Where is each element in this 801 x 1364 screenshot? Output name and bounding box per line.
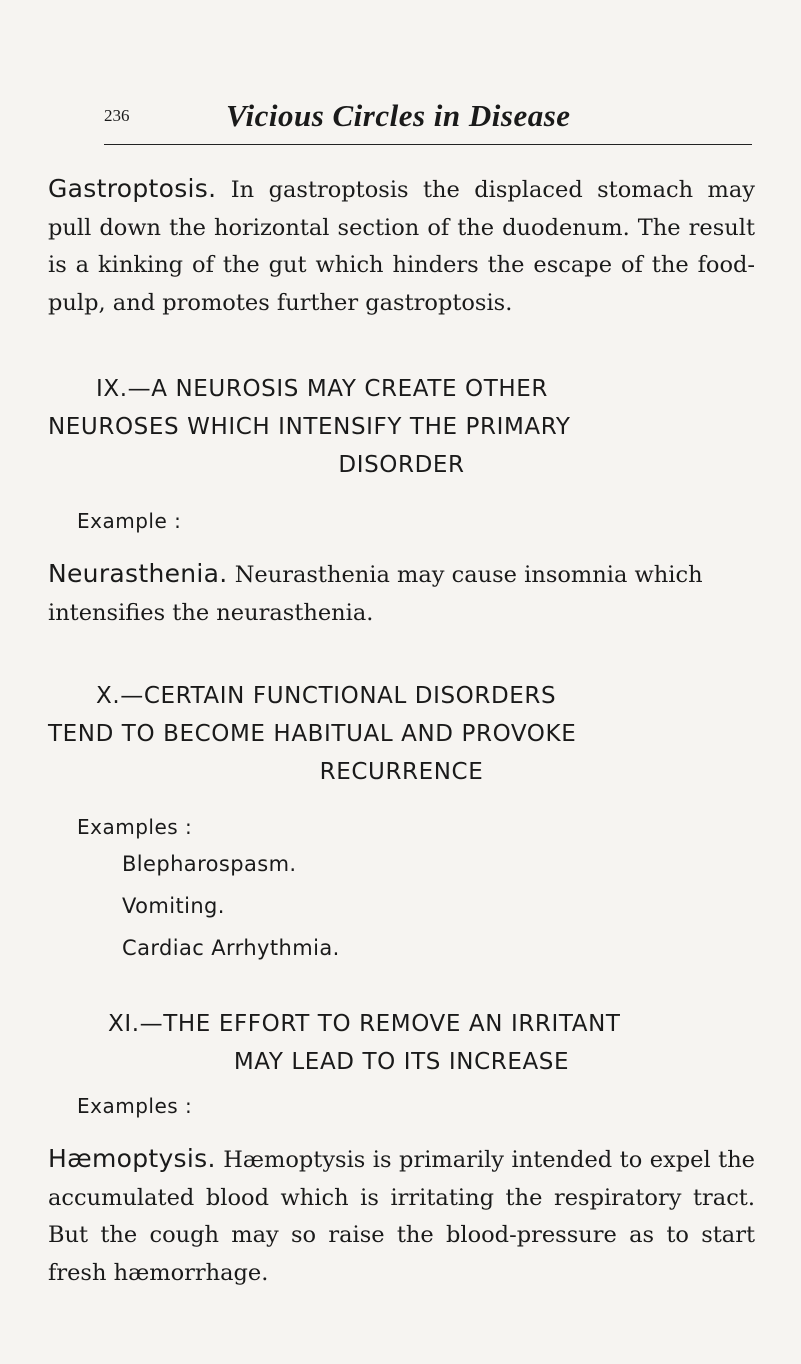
section-ix-heading bbox=[48, 370, 755, 484]
running-title: Vicious Circles in Disease bbox=[226, 98, 571, 133]
page-header bbox=[104, 98, 752, 146]
neurasthenia-term: Neurasthenia. bbox=[48, 559, 228, 588]
section-xi-examples-label: Examples : bbox=[77, 1094, 193, 1118]
neurasthenia-text: Neurasthenia may cause insomnia which intensifies the neurasthenia. bbox=[48, 562, 703, 626]
neurasthenia-paragraph bbox=[48, 555, 755, 632]
gastroptosis-paragraph bbox=[48, 170, 755, 322]
section-xi-line-2: MAY LEAD TO ITS INCREASE bbox=[233, 1049, 570, 1075]
list-item: Cardiac Arrhythmia. bbox=[122, 936, 340, 960]
page-number: 236 bbox=[104, 106, 130, 125]
section-ix-example-label: Example : bbox=[77, 509, 182, 533]
section-x-examples-list bbox=[122, 843, 340, 969]
section-x-line-2: TEND TO BECOME HABITUAL AND PROVOKE bbox=[48, 721, 577, 747]
section-ix-line-1: IX.—A NEUROSIS MAY CREATE OTHER bbox=[96, 376, 548, 402]
list-item: Blepharospasm. bbox=[122, 852, 297, 876]
haemoptysis-paragraph bbox=[48, 1140, 755, 1292]
header-rule bbox=[104, 144, 752, 145]
section-ix-line-2: NEUROSES WHICH INTENSIFY THE PRIMARY bbox=[48, 414, 571, 440]
section-x-line-3: RECURRENCE bbox=[319, 759, 484, 785]
gastroptosis-term: Gastroptosis. bbox=[48, 174, 217, 203]
haemoptysis-term: Hæmoptysis. bbox=[48, 1144, 216, 1173]
section-x-line-1: X.—CERTAIN FUNCTIONAL DISORDERS bbox=[96, 683, 557, 709]
section-ix-line-3: DISORDER bbox=[338, 452, 465, 478]
section-x-examples-label: Examples : bbox=[77, 815, 193, 839]
section-xi-line-1: XI.—THE EFFORT TO REMOVE AN IRRITANT bbox=[108, 1011, 621, 1037]
list-item: Vomiting. bbox=[122, 894, 225, 918]
section-x-heading bbox=[48, 677, 755, 791]
section-xi-heading bbox=[48, 1005, 755, 1081]
gastroptosis-text: In gastroptosis the displaced stomach may pull down the horizontal section of the duodenum. The result is a kinking of the gut which hinders the escape of the food-pulp, and promotes further gastroptosis. bbox=[48, 177, 755, 316]
haemoptysis-text: Hæmoptysis is primarily intended to expel the accumulated blood which is irritating the respiratory tract. But the cough may so raise the blood-pressure as to start fresh hæmorrhage. bbox=[48, 1147, 755, 1286]
